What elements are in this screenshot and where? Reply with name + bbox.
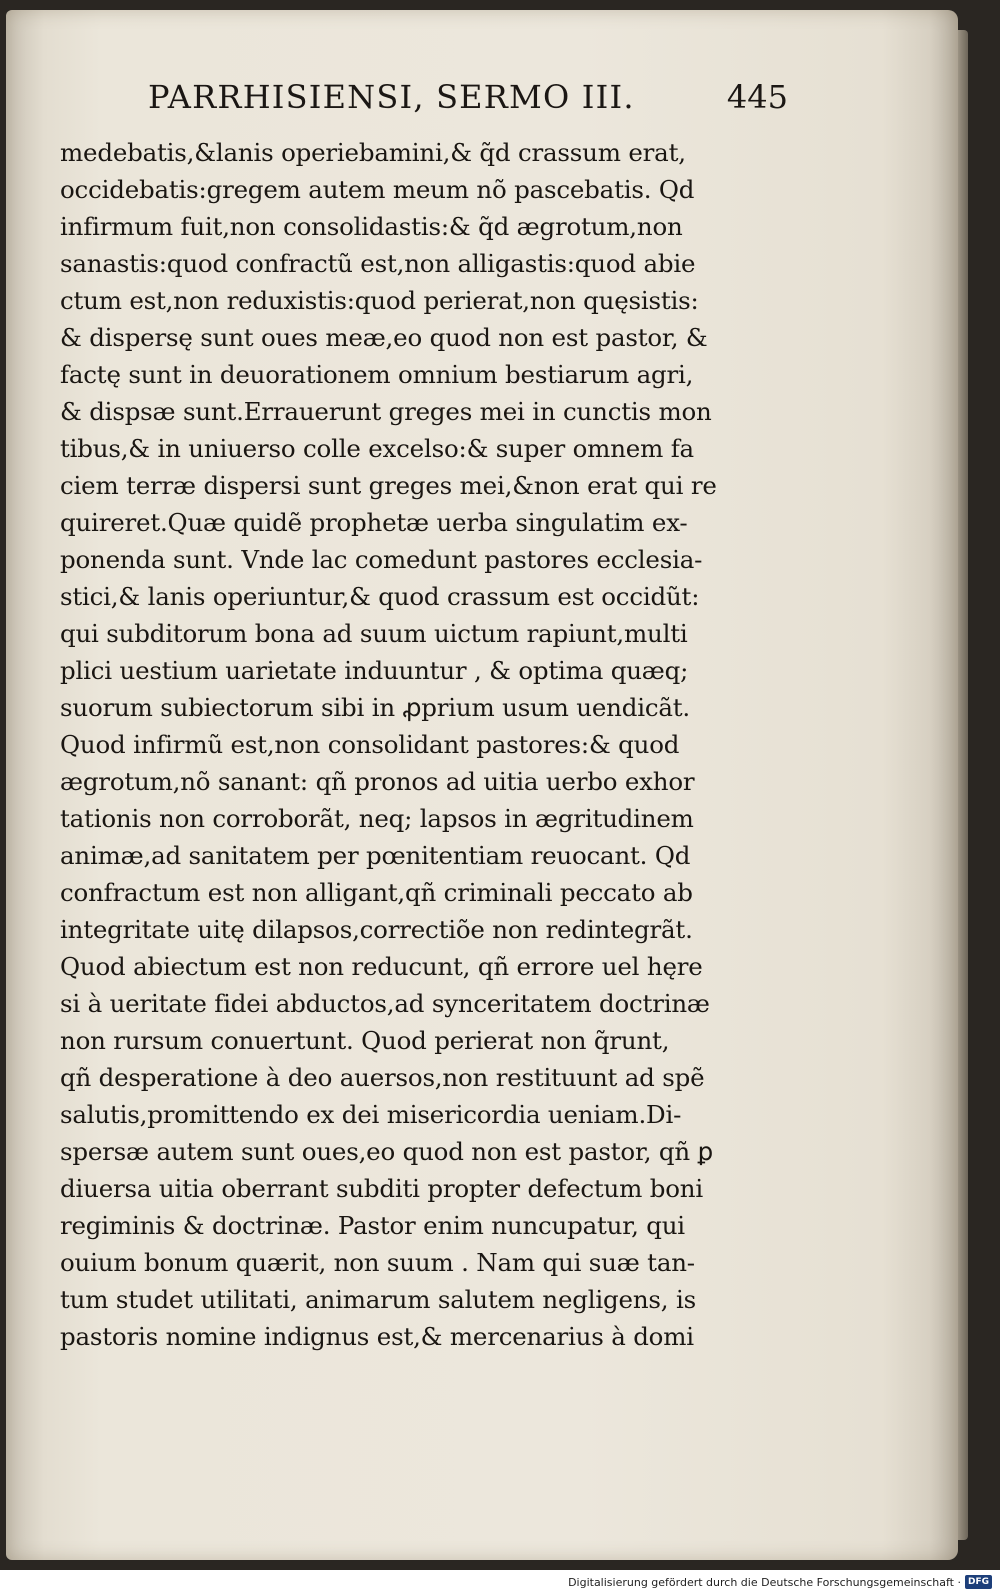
text-line: occidebatis:gregem autem meum nõ pascebatis. Qd (60, 175, 695, 204)
text-line: pastoris nomine indignus est,& mercenarius à domi (60, 1322, 694, 1351)
footer (568, 1573, 992, 1591)
text-line: plici uestium uarietate induuntur , & optima quæq; (60, 656, 689, 685)
text-line: animæ,ad sanitatem per pœnitentiam reuocant. Qd (60, 841, 691, 870)
page-header (148, 78, 788, 122)
text-line: tibus,& in uniuerso colle excelso:& super omnem fa (60, 434, 694, 463)
text-line: spersæ autem sunt oues,eo quod non est pastor, qñ ꝑ (60, 1137, 713, 1166)
text-line: & dispsæ sunt.Errauerunt greges mei in cunctis mon (60, 397, 712, 426)
text-line: tum studet utilitati, animarum salutem negligens, is (60, 1285, 696, 1314)
text-line: ægrotum,nõ sanant: qñ pronos ad uitia uerbo exhor (60, 767, 695, 796)
text-line: Quod abiectum est non reducunt, qñ errore uel hęre (60, 952, 703, 981)
text-line: integritate uitę dilapsos,correctiõe non redintegrãt. (60, 915, 693, 944)
text-line: ciem terræ dispersi sunt greges mei,&non erat qui re (60, 471, 717, 500)
text-line: tationis non corroborãt, neq; lapsos in ægritudinem (60, 804, 694, 833)
text-line: ouium bonum quærit, non suum . Nam qui suæ tan- (60, 1248, 695, 1277)
text-line: si à ueritate fidei abductos,ad synceritatem doctrinæ (60, 989, 710, 1018)
text-line: medebatis,&lanis operiebamini,& q̃d crassum erat, (60, 138, 686, 167)
text-line: non rursum conuertunt. Quod perierat non q̃runt, (60, 1026, 670, 1055)
text-line: regiminis & doctrinæ. Pastor enim nuncupatur, qui (60, 1211, 685, 1240)
body-text (60, 134, 780, 1355)
text-line: qñ desperatione à deo auersos,non restituunt ad spẽ (60, 1063, 705, 1092)
running-head: PARRHISIENSI, SERMO III. (148, 78, 635, 116)
text-line: & dispersę sunt oues meæ,eo quod non est pastor, & (60, 323, 708, 352)
text-line: confractum est non alligant,qñ criminali peccato ab (60, 878, 693, 907)
page-edge (958, 30, 968, 1540)
text-line: factę sunt in deuorationem omnium bestiarum agri, (60, 360, 694, 389)
text-line: diuersa uitia oberrant subditi propter defectum boni (60, 1174, 704, 1203)
text-line: stici,& lanis operiuntur,& quod crassum est occidũt: (60, 582, 700, 611)
text-line: quireret.Quæ quidẽ prophetæ uerba singulatim ex- (60, 508, 688, 537)
text-line: salutis,promittendo ex dei misericordia ueniam.Di- (60, 1100, 682, 1129)
page-number: 445 (726, 78, 788, 116)
digitization-credit: Digitalisierung gefördert durch die Deutsche Forschungsgemeinschaft · (568, 1575, 961, 1589)
text-line: infirmum fuit,non consolidastis:& q̃d ægrotum,non (60, 212, 683, 241)
text-line: Quod infirmũ est,non consolidant pastores:& quod (60, 730, 680, 759)
dfg-logo-icon: DFG (965, 1575, 992, 1589)
text-line: sanastis:quod confractũ est,non alligastis:quod abie (60, 249, 696, 278)
text-line: ponenda sunt. Vnde lac comedunt pastores ecclesia- (60, 545, 703, 574)
text-line: ctum est,non reduxistis:quod perierat,non quęsistis: (60, 286, 699, 315)
text-line: suorum subiectorum sibi in ꝓprium usum uendicãt. (60, 693, 691, 722)
text-line: qui subditorum bona ad suum uictum rapiunt,multi (60, 619, 688, 648)
